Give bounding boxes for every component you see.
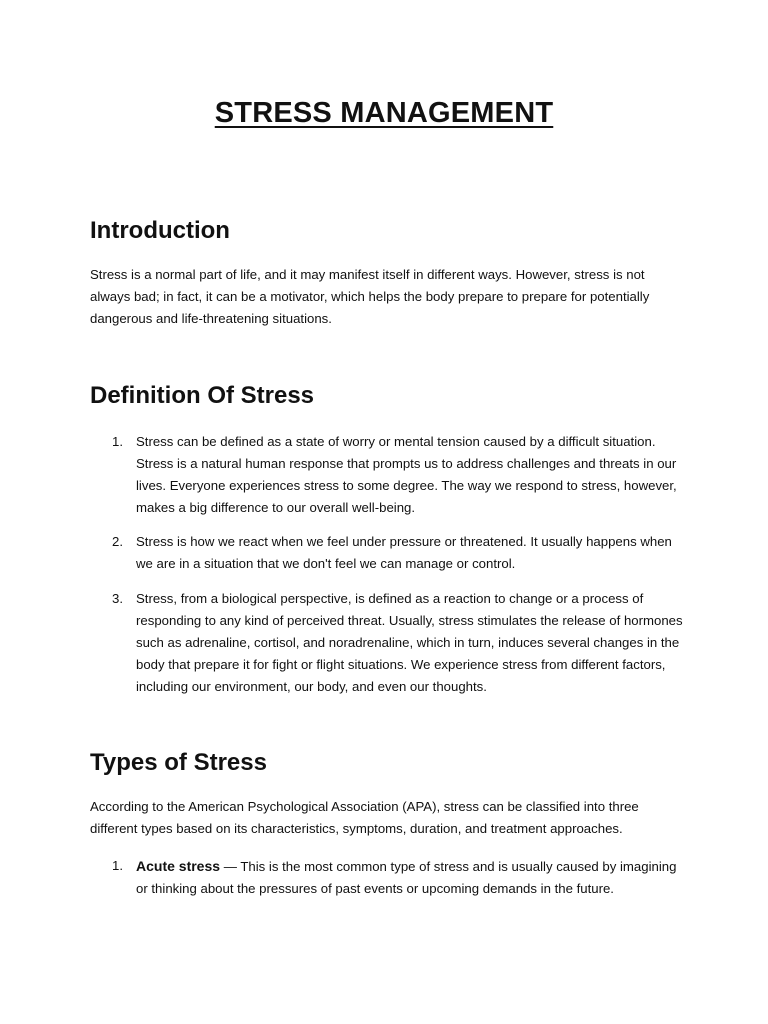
list-item-number: 1. [112, 858, 123, 873]
types-heading: Types of Stress [90, 749, 267, 776]
document-title-text: STRESS MANAGEMENT [214, 97, 554, 129]
introduction-heading: Introduction [90, 217, 230, 244]
document-title [0, 94, 768, 132]
list-item [90, 531, 688, 575]
list-item-term: Acute stress [136, 858, 221, 874]
list-item [90, 588, 688, 698]
types-paragraph: According to the American Psychological Association (APA), stress can be classified into three different types based on its characteristics, symptoms, duration, and treatment approaches. [90, 799, 639, 836]
list-item-text: Stress can be defined as a state of worry or mental tension caused by a difficult situation. Stress is a natural human response that prompts us to address challenges and threats in our lives. Everyone experiences stress to some degree. The way we respond to stress, however, makes a big difference to our overall well-being. [136, 434, 677, 515]
list-item-text: Stress, from a biological perspective, is defined as a reaction to change or a process of responding to any kind of perceived threat. Usually, stress stimulates the release of hormones such as adrenaline, cortisol, and noradrenaline, which in turn, induces several changes in the body that prepare it for fight or flight situations. We experience stress from different factors, including our environment, our body, and even our thoughts. [136, 591, 683, 694]
list-item-text: Stress is how we react when we feel under pressure or threatened. It usually happens when we are in a situation that we don't feel we can manage or control. [136, 534, 672, 571]
definition-list [90, 431, 688, 698]
types-list [90, 855, 688, 900]
list-item [90, 855, 688, 900]
list-item-number: 1. [112, 434, 123, 449]
introduction-paragraph: Stress is a normal part of life, and it may manifest itself in different ways. However, stress is not always bad; in fact, it can be a motivator, which helps the body prepare to prepare for potentially dangerous and life-threatening situations. [90, 267, 650, 326]
list-item-number: 2. [112, 534, 123, 549]
list-item-number: 3. [112, 591, 123, 606]
list-item [90, 431, 688, 519]
list-item-text: — This is the most common type of stress and is usually caused by imagining or thinking about the pressures of past events or upcoming demands in the future. [136, 859, 677, 896]
definition-heading: Definition Of Stress [90, 382, 315, 409]
